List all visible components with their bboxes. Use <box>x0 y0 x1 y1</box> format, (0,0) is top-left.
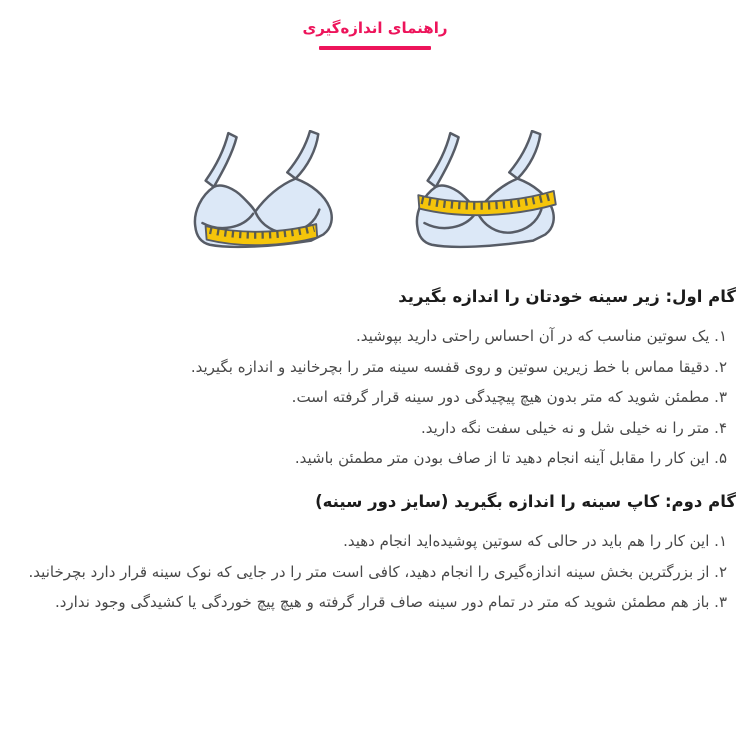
list-item: ۳. مطمئن شوید که متر بدون هیچ پیچیدگی دور سینه قرار گرفته است. <box>291 388 727 407</box>
list-item: ۳. باز هم مطمئن شوید که متر در تمام دور سینه صاف قرار گرفته و هیچ پیچ خوردگی یا کشیدگی وجود ندارد. <box>54 593 727 612</box>
active-tab-underline <box>319 46 431 50</box>
list-item: ۱. این کار را هم باید در حالی که سوتین پوشیده‌اید انجام دهید. <box>343 531 727 550</box>
bra-underband-illustration <box>189 130 339 252</box>
list-item: ۴. متر را نه خیلی شل و نه خیلی سفت نگه دارید. <box>421 418 727 437</box>
bra-illustrations <box>0 130 750 252</box>
step-two-list <box>14 526 736 618</box>
step-two-heading: گام دوم: کاپ سینه را اندازه بگیرید (سایز دور سینه) <box>315 491 736 511</box>
list-item: ۲. دقیقا مماس با خط زیرین سوتین و روی قفسه سینه متر را بچرخانید و اندازه بگیرید. <box>190 357 727 376</box>
guide-header <box>0 0 750 50</box>
tab-measurement-guide[interactable]: راهنمای اندازه‌گیری <box>302 19 448 37</box>
list-item: ۲. از بزرگترین بخش سینه اندازه‌گیری را انجام دهید، کافی است متر را در جایی که نوک سینه قرار دارد بچرخانید. <box>28 562 727 581</box>
guide-content <box>0 286 750 618</box>
list-item: ۱. یک سوتین مناسب که در آن احساس راحتی دارید بپوشید. <box>355 327 727 345</box>
list-item: ۵. این کار را مقابل آینه انجام دهید تا از صاف بودن متر مطمئن باشید. <box>294 449 727 468</box>
step-one-heading: گام اول: زیر سینه خودتان را اندازه بگیرید <box>398 287 736 306</box>
step-one-list <box>14 321 736 474</box>
bra-bust-illustration <box>411 130 561 252</box>
